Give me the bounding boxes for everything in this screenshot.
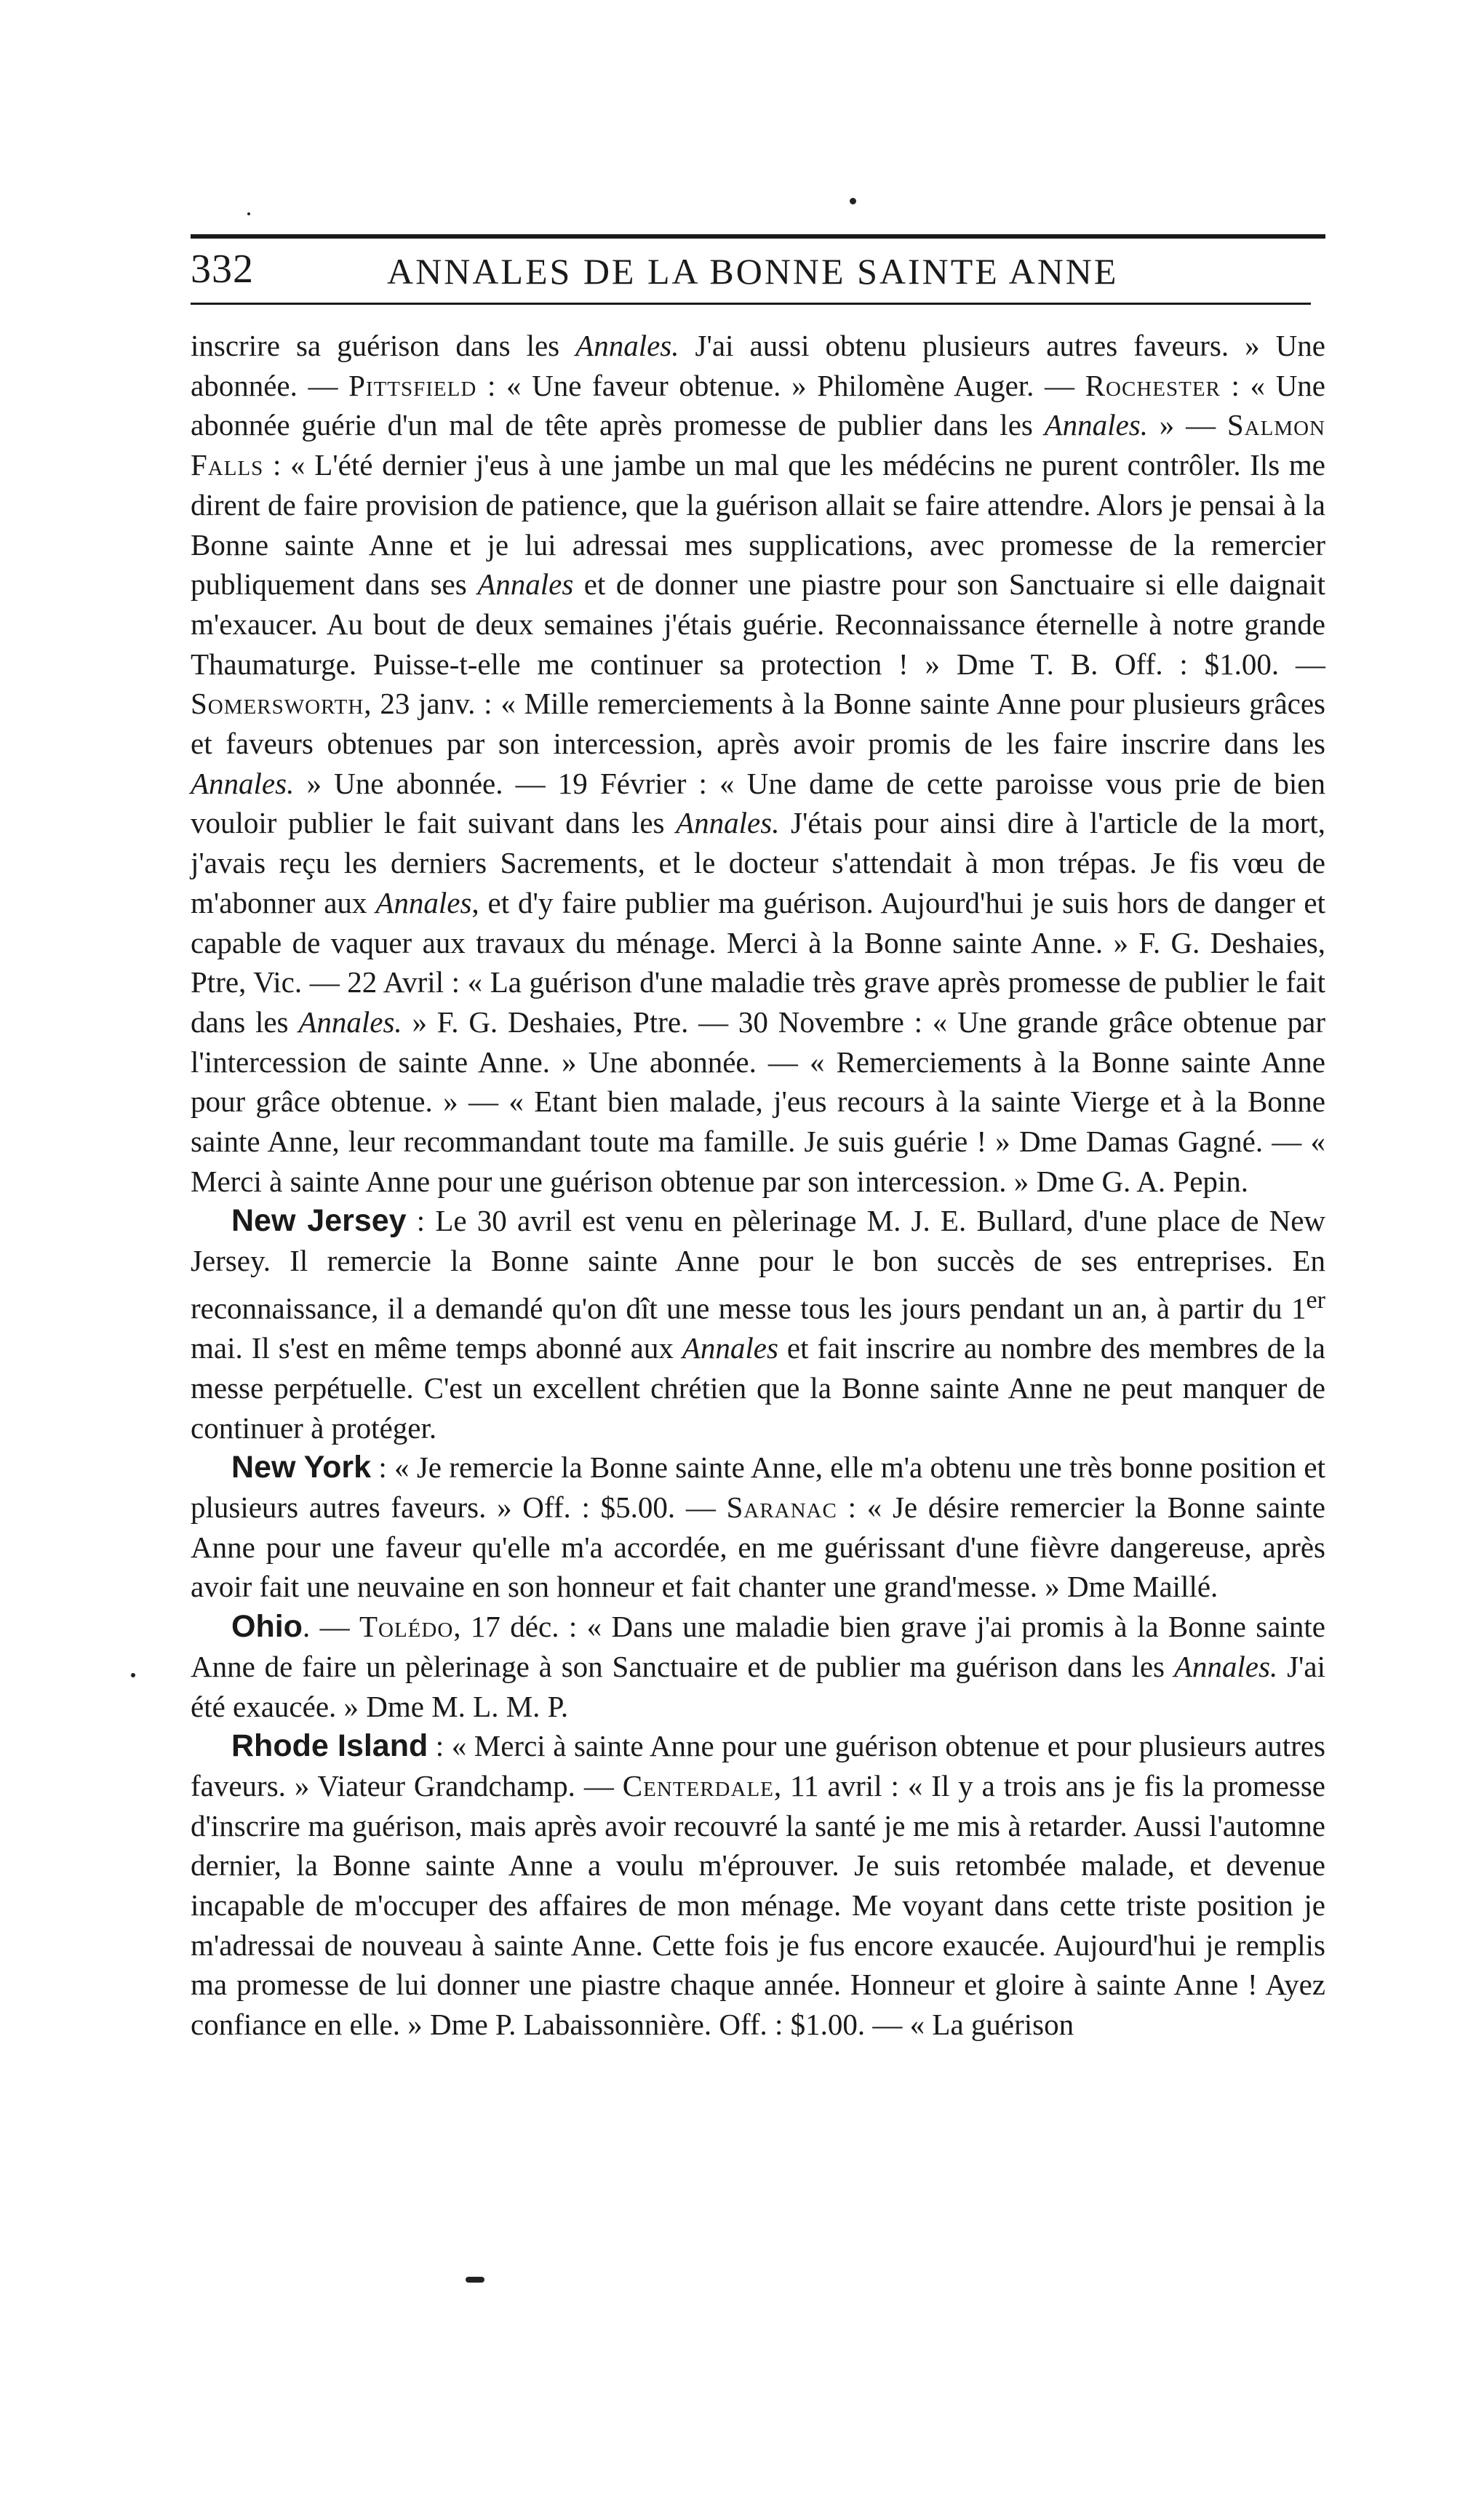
- text-run: mai. Il s'est en même temps abonné aux: [191, 1331, 682, 1365]
- text-run: » —: [1147, 408, 1227, 442]
- place-name: Saranac: [726, 1490, 837, 1525]
- paragraph-p2: [191, 1201, 1325, 1448]
- text-run: J'ai été exaucée. » Dme M. L. M. P.: [191, 1649, 1325, 1723]
- italic-title: Annales.: [1044, 408, 1148, 442]
- page-number: 332: [191, 247, 254, 292]
- italic-title: Annales: [375, 885, 472, 919]
- italic-title: Annales.: [676, 806, 780, 840]
- running-title: ANNALES DE LA BONNE SAINTE ANNE: [387, 251, 1119, 292]
- paragraph-p3: [191, 1448, 1325, 1607]
- ink-speck: [131, 1673, 135, 1677]
- place-name: Pittsfield: [348, 368, 477, 402]
- header-rule-top: [191, 234, 1325, 239]
- text-run: J'étais pour ainsi dire à l'article de la mort, j'avais reçu les derniers Sacrements, et le docteur s'attendait à mon trépas. Je fis vœu de m'abonner aux: [191, 806, 1325, 919]
- state-heading: Ohio: [231, 1609, 303, 1645]
- text-run: , 23 janv. : « Mille remerciements à la Bonne sainte Anne pour plusieurs grâces et faveurs obtenues par son intercession, après avoir promis de les faire inscrire dans les: [191, 687, 1325, 761]
- place-name: Somersworth: [191, 687, 364, 721]
- italic-title: Annales.: [575, 329, 679, 362]
- italic-title: Annales: [682, 1331, 778, 1365]
- paragraph-p5: [191, 1726, 1325, 2045]
- italic-title: Annales.: [298, 1005, 402, 1039]
- text-run: : « Je remercie la Bonne sainte Anne, elle m'a obtenu une très bonne position et plusieurs autres faveurs. » Off. : $5.00. —: [191, 1450, 1325, 1525]
- place-name: Tolédo: [359, 1610, 454, 1644]
- italic-title: Annales.: [191, 766, 295, 800]
- place-name: Centerdale: [622, 1768, 774, 1803]
- text-run: : « Merci à sainte Anne pour une guérison obtenue et pour plusieurs autres faveurs. » Viateur Grandchamp. —: [191, 1729, 1325, 1803]
- ink-mark: [466, 2277, 484, 2283]
- place-name: Rochester: [1085, 368, 1221, 402]
- italic-title: Annales: [477, 567, 574, 602]
- text-run: J'ai aussi obtenu plusieurs autres faveurs. » Une abonnée. —: [191, 329, 1325, 402]
- text-run: et de donner une piastre pour son Sanctuaire si elle daignait m'exaucer. Au bout de deux semaines j'étais guérie. Reconnaissance éternelle à notre grande Thaumaturge. Puisse-t-elle me continuer sa protection ! » Dme T. B. Off. : $1.00. —: [191, 567, 1325, 681]
- text-run: : « L'été dernier j'eus à une jambe un mal que les médécins ne purent contrôler. Ils me dirent de faire provision de patience, que la guérison allait se faire attendre. Alors je pensai à la Bonne sainte Anne et je lui adressai mes supplications, avec promesse de la remercier publiquement dans ses: [191, 448, 1325, 602]
- state-heading: New Jersey: [231, 1203, 407, 1239]
- text-run: : « Je désire remercier la Bonne sainte Anne pour une faveur qu'elle m'a accordée, en me guérissant d'une fièvre dangereuse, après avoir fait une neuvaine en son honneur et fait chanter une grand'messe. » Dme Maillé.: [191, 1490, 1325, 1604]
- article-body: [191, 326, 1325, 2045]
- state-heading: Rhode Island: [231, 1728, 428, 1764]
- ink-speck: [850, 198, 856, 204]
- superscript: er: [1306, 1286, 1325, 1314]
- text-run: : Le 30 avril est venu en pèlerinage M. J. E. Bullard, d'une place de New Jersey. Il remercie la Bonne sainte Anne pour le bon succès de ses entreprises. En reconnaissance, il a demandé qu'on dît une messe tous les jours pendant un an, à partir du 1: [191, 1204, 1325, 1325]
- text-run: : « Une faveur obtenue. » Philomène Auger. —: [476, 368, 1085, 402]
- text-run: et fait inscrire au nombre des membres de la messe perpétuelle. C'est un excellent chrétien que la Bonne sainte Anne ne peut manquer de continuer à protéger.: [191, 1331, 1325, 1445]
- state-heading: New York: [231, 1450, 372, 1485]
- text-run: inscrire sa guérison dans les: [191, 329, 576, 362]
- place-name: Salmon Falls: [191, 408, 1325, 482]
- page-header: [191, 246, 1325, 297]
- text-run: » F. G. Deshaies, Ptre. — 30 Novembre : « Une grande grâce obtenue par l'intercession de sainte Anne. » Une abonnée. — « Remerciements à la Bonne sainte Anne pour grâce obtenue. » — « Etant bien malade, j'eus recours à la sainte Vierge et à la Bonne sainte Anne, leur recommandant toute ma famille. Je suis guérie ! » Dme Damas Gagné. — « Merci à sainte Anne pour une guérison obtenue par son intercession. » Dme G. A. Pepin.: [191, 1005, 1326, 1198]
- text-run: , et d'y faire publier ma guérison. Aujourd'hui je suis hors de danger et capable de vaquer aux travaux du ménage. Merci à la Bonne sainte Anne. » F. G. Deshaies, Ptre, Vic. — 22 Avril : « La guérison d'une maladie très grave après promesse de publier le fait dans les: [191, 885, 1325, 1039]
- text-run: , 17 déc. : « Dans une maladie bien grave j'ai promis à la Bonne sainte Anne de faire un pèlerinage à son Sanctuaire et de publier ma guérison dans les: [191, 1610, 1326, 1683]
- paragraph-p1: [191, 326, 1325, 1201]
- header-rule-bottom: [191, 303, 1311, 305]
- ink-speck: [247, 212, 250, 215]
- text-run: . —: [302, 1610, 359, 1644]
- text-run: , 11 avril : « Il y a trois ans je fis la promesse d'inscrire ma guérison, mais après avoir recouvré la santé je me mis à retarder. Aussi l'automne dernier, la Bonne sainte Anne a voulu m'éprouver. Je suis retombée malade, et devenue incapable de m'occuper des affaires de mon ménage. Me voyant dans cette triste position je m'adressai de nouveau à sainte Anne. Cette fois je fus encore exaucée. Aujourd'hui je remplis ma promesse de lui donner une piastre chaque année. Honneur et gloire à sainte Anne ! Ayez confiance en elle. » Dme P. Labaissonnière. Off. : $1.00. — « La guérison: [191, 1768, 1325, 2042]
- text-run: » Une abonnée. — 19 Février : « Une dame de cette paroisse vous prie de bien vouloir publier le fait suivant dans les: [191, 766, 1325, 840]
- text-run: : « Une abonnée guérie d'un mal de tête après promesse de publier dans les: [191, 368, 1326, 442]
- italic-title: Annales.: [1173, 1649, 1278, 1683]
- paragraph-p4: [191, 1607, 1325, 1726]
